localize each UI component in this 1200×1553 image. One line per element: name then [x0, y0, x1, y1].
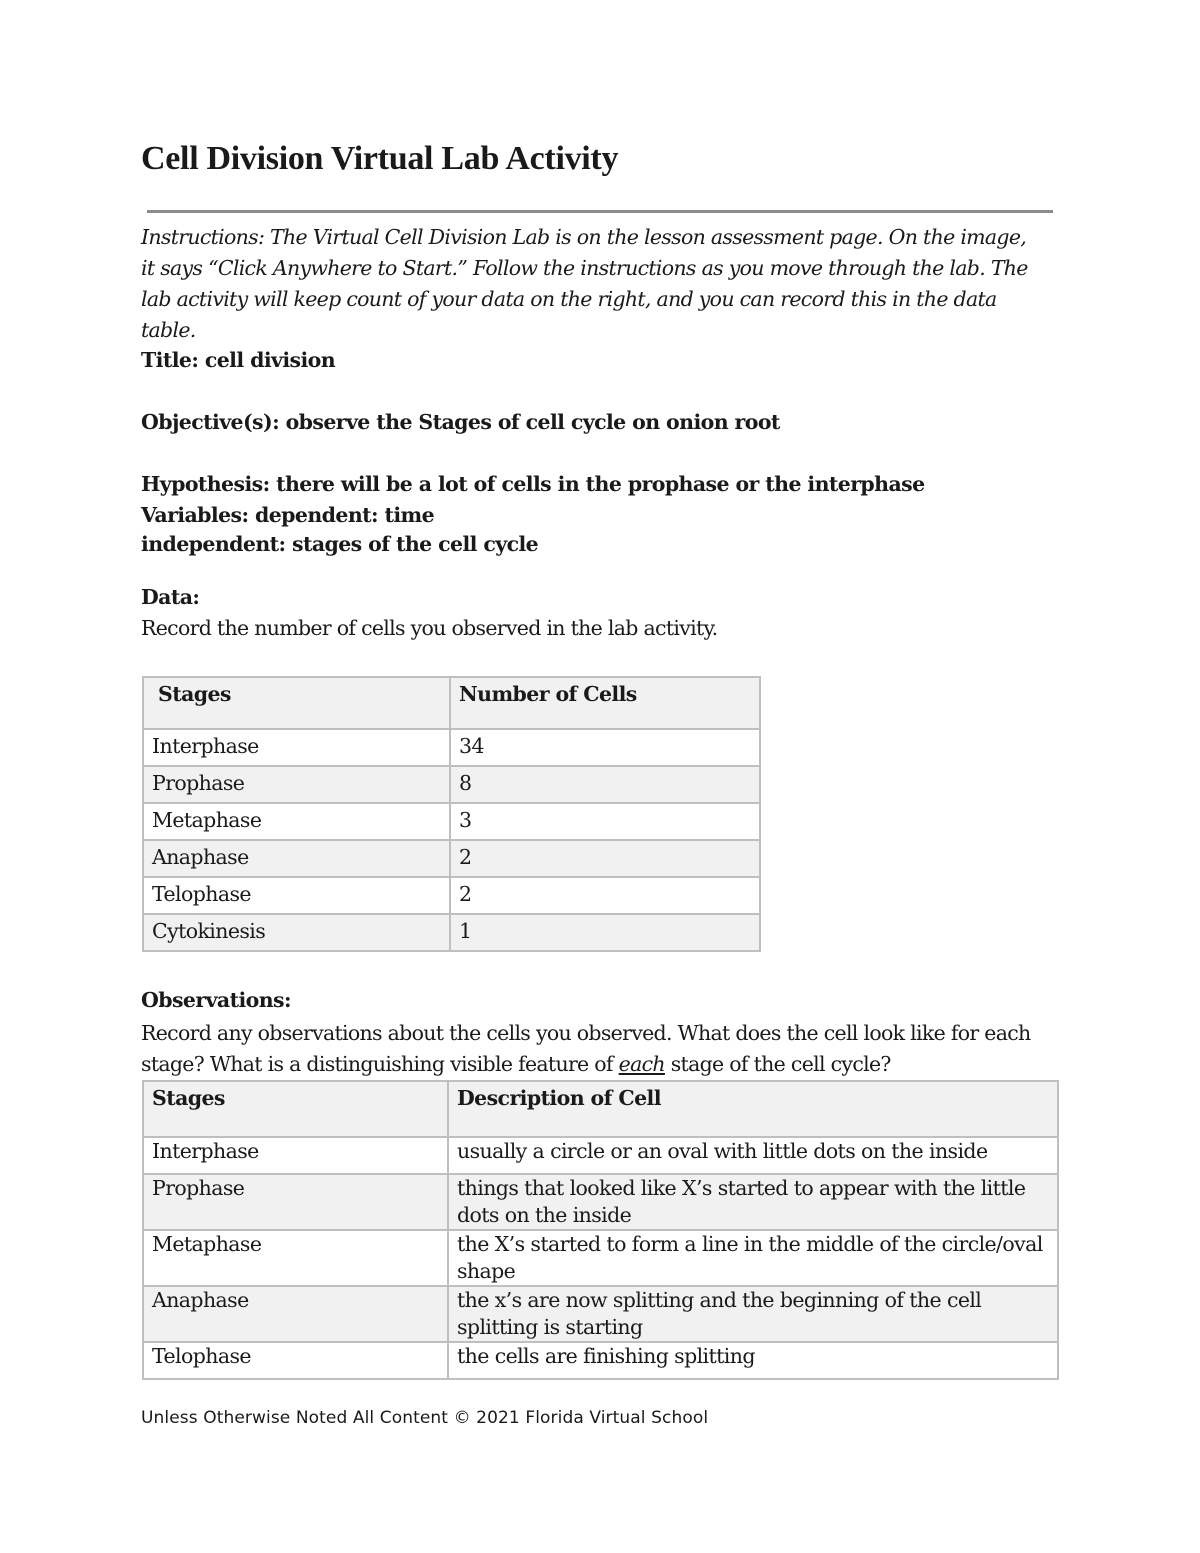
description-cell: the cells are finishing splitting [448, 1342, 1058, 1379]
observations-table [142, 1080, 1059, 1380]
count-cell: 8 [450, 766, 760, 803]
table-header-row [143, 1081, 1058, 1137]
table-row [143, 1286, 1058, 1342]
instructions-text: Instructions: The Virtual Cell Division Lab is on the lesson assessment page. On the image, it says “Click Anywhere to Start.” Follow the instructions as you move through the lab. The lab activity will keep count of your data on the right, and you can record this in the data table. [141, 225, 1028, 342]
count-cell: 2 [450, 877, 760, 914]
stage-cell: Interphase [143, 729, 450, 766]
copyright-footer: Unless Otherwise Noted All Content © 2021 Florida Virtual School [141, 1408, 709, 1428]
title-divider [147, 210, 1053, 213]
column-header: Number of Cells [450, 677, 760, 729]
table-row [143, 803, 760, 840]
observations-prompt-start: Record any observations about the cells you observed. What does the cell look like for each stage? What is a distinguishing visible feature of [141, 1021, 1031, 1076]
data-table [142, 676, 761, 952]
stage-cell: Anaphase [143, 840, 450, 877]
table-row [143, 877, 760, 914]
objectives-field: Objective(s): observe the Stages of cell cycle on onion root [141, 410, 780, 434]
table-header-row [143, 677, 760, 729]
count-cell: 1 [450, 914, 760, 951]
data-heading: Data: [141, 585, 200, 609]
table-row [143, 1137, 1058, 1174]
observations-heading: Observations: [141, 988, 291, 1012]
column-header: Stages [143, 1081, 448, 1137]
stage-cell: Cytokinesis [143, 914, 450, 951]
description-cell: the x’s are now splitting and the beginning of the cell splitting is starting [448, 1286, 1058, 1342]
description-cell: usually a circle or an oval with little dots on the inside [448, 1137, 1058, 1174]
table-row [143, 1230, 1058, 1286]
column-header: Description of Cell [448, 1081, 1058, 1137]
page-title: Cell Division Virtual Lab Activity [141, 140, 619, 177]
data-prompt: Record the number of cells you observed in the lab activity. [141, 616, 718, 640]
stage-cell: Prophase [143, 1174, 448, 1230]
description-cell: the X’s started to form a line in the middle of the circle/oval shape [448, 1230, 1058, 1286]
stage-cell: Telophase [143, 1342, 448, 1379]
count-cell: 34 [450, 729, 760, 766]
independent-field: independent: stages of the cell cycle [141, 532, 539, 556]
description-cell: things that looked like X’s started to appear with the little dots on the inside [448, 1174, 1058, 1230]
table-row [143, 729, 760, 766]
observations-prompt-emphasis: each [618, 1052, 665, 1076]
table-row [143, 840, 760, 877]
table-row [143, 914, 760, 951]
stage-cell: Interphase [143, 1137, 448, 1174]
stage-cell: Telophase [143, 877, 450, 914]
variables-field: Variables: dependent: time [141, 503, 435, 527]
stage-cell: Prophase [143, 766, 450, 803]
table-row [143, 766, 760, 803]
count-cell: 2 [450, 840, 760, 877]
observations-prompt-end: stage of the cell cycle? [664, 1052, 891, 1076]
stage-cell: Metaphase [143, 803, 450, 840]
title-field: Title: cell division [141, 348, 336, 372]
column-header: Stages [143, 677, 450, 729]
table-row [143, 1174, 1058, 1230]
table-row [143, 1342, 1058, 1379]
stage-cell: Anaphase [143, 1286, 448, 1342]
count-cell: 3 [450, 803, 760, 840]
observations-prompt [141, 1018, 1041, 1080]
hypothesis-field: Hypothesis: there will be a lot of cells in the prophase or the interphase [141, 472, 925, 496]
stage-cell: Metaphase [143, 1230, 448, 1286]
